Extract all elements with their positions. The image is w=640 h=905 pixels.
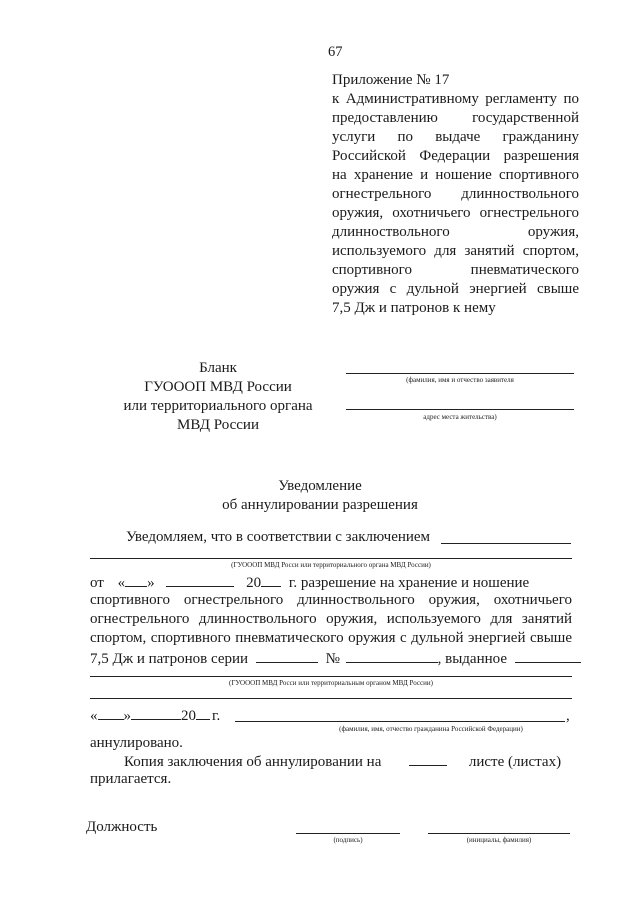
address-caption: адрес места жительства) <box>423 413 497 421</box>
appendix-line: к Административному регламенту по <box>332 91 579 107</box>
intro-text: Уведомляем, что в соответствии с заключением <box>126 529 431 545</box>
quote-close: » <box>123 708 131 724</box>
copy-line <box>124 751 572 772</box>
applicant-name-line <box>346 373 574 374</box>
body-line: спортом, спортивного пневматического оружия с дульной энергией свыше <box>90 630 572 646</box>
conclusion-field-line <box>441 543 571 544</box>
citizen-name-line <box>235 721 565 722</box>
attached-text: прилагается. <box>90 771 172 787</box>
year-prefix: 20 <box>246 575 262 591</box>
appendix-line: используемого для занятий спортом, <box>332 243 579 259</box>
appendix-title: Приложение № 17 <box>332 72 450 88</box>
signature-caption: (подпись) <box>333 836 363 844</box>
appendix-line: оружия, охотничьего огнестрельного <box>332 205 579 221</box>
sheets-field <box>409 751 447 766</box>
date-line <box>90 572 572 593</box>
signature-line <box>296 833 400 834</box>
day-field <box>98 705 124 720</box>
series-label: 7,5 Дж и патронов серии <box>90 651 249 667</box>
blank-line: ГУОООП МВД России <box>144 379 292 395</box>
position-label: Должность <box>86 819 158 835</box>
blank-header <box>108 359 328 435</box>
trailing-comma: , <box>566 708 570 724</box>
authority-caption: (ГУОООП МВД Росси или территориального органа МВД России) <box>231 561 431 569</box>
initials-line <box>428 833 570 834</box>
issuer-line-2 <box>90 698 572 699</box>
number-field <box>346 648 438 663</box>
annulled-text: аннулировано. <box>90 735 183 751</box>
from-label: от <box>90 575 104 591</box>
blank-line: МВД России <box>177 417 259 433</box>
authority-line <box>90 558 572 559</box>
appendix-line: оружия с дульной энергией свыше <box>332 281 579 297</box>
appendix-line: спортивного пневматического <box>332 262 579 278</box>
issuer-line <box>90 676 572 677</box>
appendix-line: 7,5 Дж и патронов к нему <box>332 300 496 316</box>
appendix-line: на хранение и ношение спортивного <box>332 167 579 183</box>
appendix-block <box>332 71 579 318</box>
series-line <box>90 648 572 669</box>
citizen-caption: (фамилия, имя, отчество гражданина Российской Федерации) <box>339 725 523 733</box>
applicant-caption: (фамилия, имя и отчество заявителя <box>406 376 514 384</box>
issuer-caption: (ГУОООП МВД Росси или территориальным органом МВД России) <box>229 679 433 687</box>
issued-label: , выданное <box>437 651 507 667</box>
quote-open: « <box>90 708 98 724</box>
applicant-address-line <box>346 409 574 410</box>
notice-title: Уведомление <box>278 478 362 494</box>
series-field <box>256 648 318 663</box>
year-suffix: г. <box>212 708 221 724</box>
appendix-line: услуги по выдаче гражданину <box>332 129 579 145</box>
quote-close: » <box>147 575 155 591</box>
page-number: 67 <box>328 44 343 60</box>
appendix-line: длинноствольного оружия, <box>332 224 579 240</box>
sheets-text: листе (листах) <box>468 754 562 770</box>
copy-text: Копия заключения об аннулировании на <box>124 754 382 770</box>
appendix-line: огнестрельного длинноствольного <box>332 186 579 202</box>
month-field <box>166 572 234 587</box>
annul-date-line <box>90 705 572 726</box>
notice-subtitle: об аннулировании разрешения <box>222 497 418 513</box>
issued-field <box>515 648 581 663</box>
year-prefix: 20 <box>181 708 196 724</box>
year-field <box>196 705 210 720</box>
month-field <box>131 705 181 720</box>
appendix-line: предоставлению государственной <box>332 110 579 126</box>
initials-caption: (инициалы, фамилия) <box>466 836 532 844</box>
blank-line: Бланк <box>199 360 237 376</box>
body-line: спортивного огнестрельного длинноствольного оружия, охотничьего <box>90 592 572 608</box>
permit-text: г. разрешение на хранение и ношение <box>288 575 530 591</box>
number-label: № <box>325 651 340 667</box>
appendix-line: Российской Федерации разрешения <box>332 148 579 164</box>
body-line: огнестрельного длинноствольного оружия, используемого для занятий <box>90 611 572 627</box>
blank-line: или территориального органа <box>123 398 313 414</box>
quote-open: « <box>117 575 126 591</box>
day-field <box>125 572 147 587</box>
year-field <box>261 572 281 587</box>
